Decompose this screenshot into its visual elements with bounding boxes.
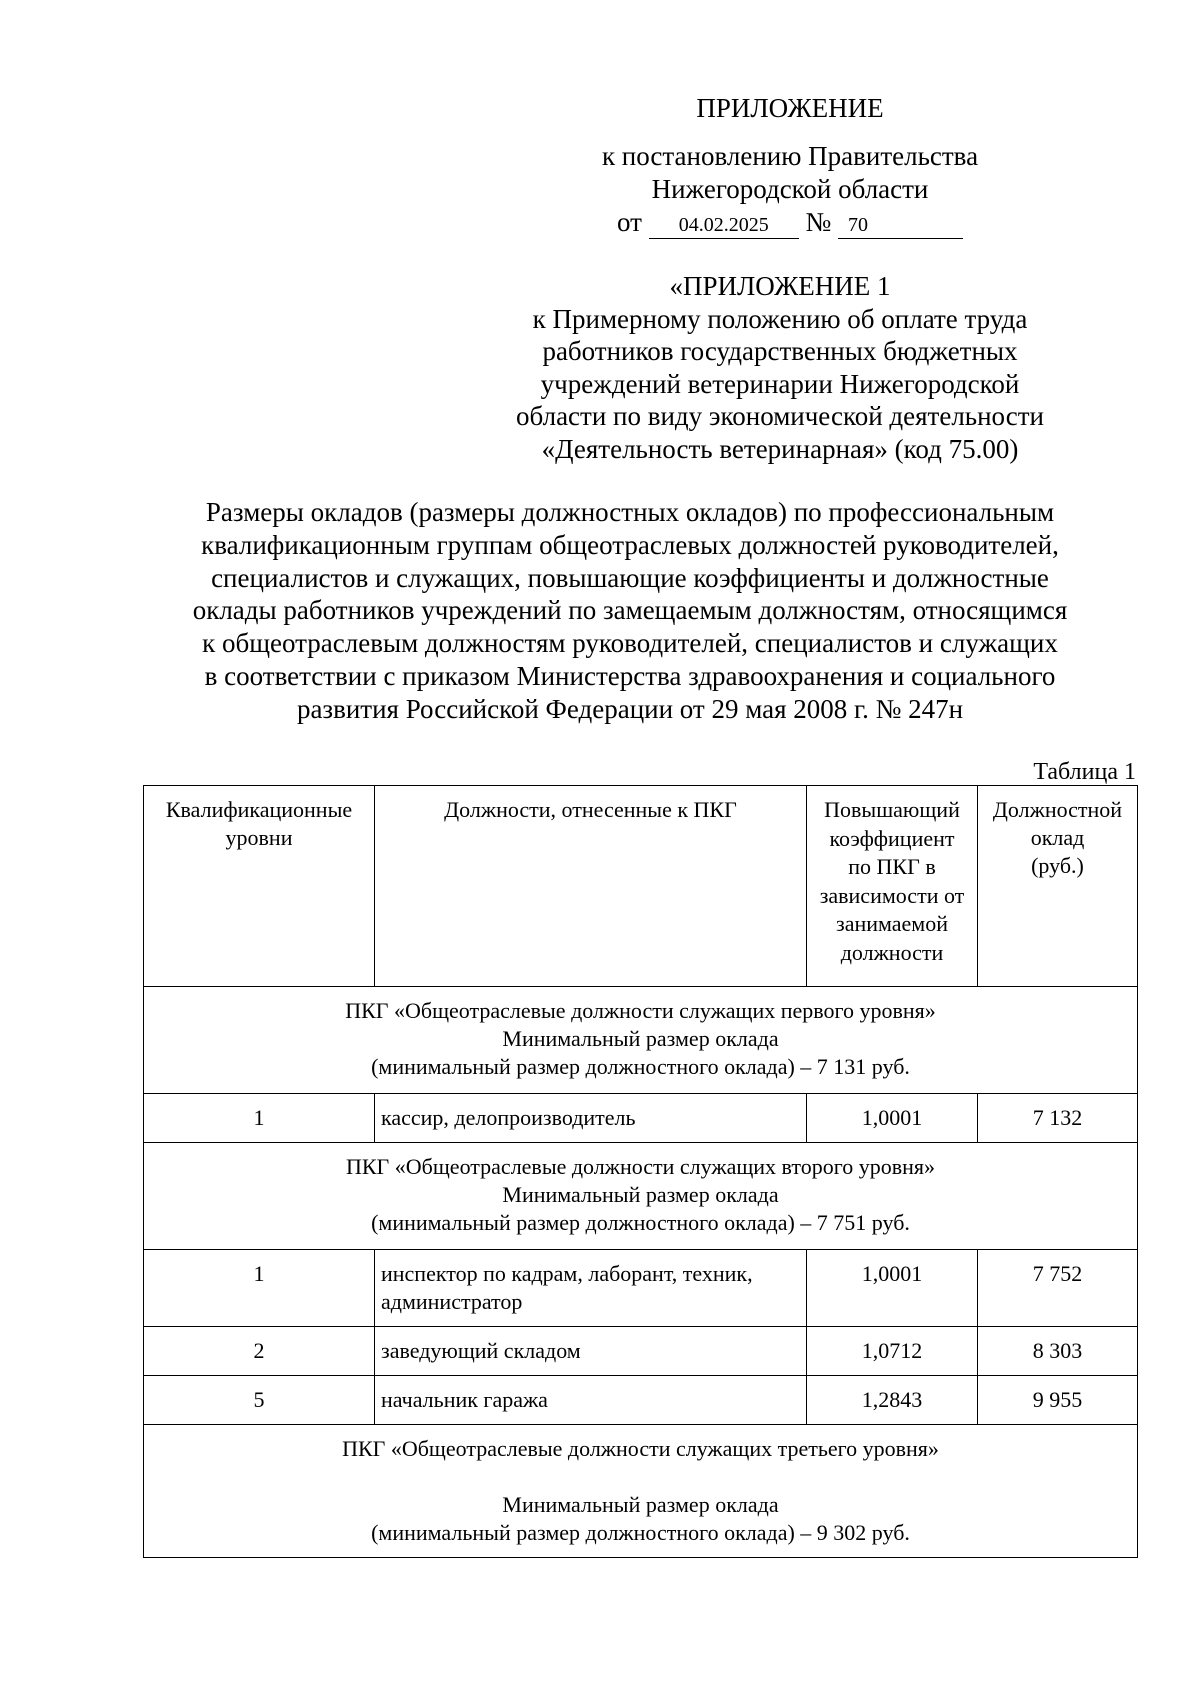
- decree-date: 04.02.2025: [649, 212, 799, 239]
- cell-level: 2: [144, 1327, 375, 1376]
- cell-positions: начальник гаража: [375, 1376, 807, 1425]
- salary-table: [143, 785, 1138, 1558]
- table-label: Таблица 1: [1033, 759, 1136, 785]
- group-row-level-1: [144, 987, 1138, 1094]
- heading-line: в соответствии с приказом Министерства здравоохранения и социального: [204, 660, 1056, 691]
- cell-salary: 7 132: [978, 1094, 1138, 1143]
- cell-level: 1: [144, 1250, 375, 1327]
- appendix-1-line: области по виду экономической деятельности: [516, 401, 1044, 432]
- group-min-line-1: Минимальный размер оклада: [502, 1026, 779, 1051]
- decree-date-line: [560, 206, 1020, 239]
- group-min-line-1: Минимальный размер оклада: [502, 1492, 779, 1517]
- cell-positions: кассир, делопроизводитель: [375, 1094, 807, 1143]
- cell-level: 5: [144, 1376, 375, 1425]
- cell-salary: 8 303: [978, 1327, 1138, 1376]
- cell-positions: заведующий складом: [375, 1327, 807, 1376]
- decree-number: 70: [838, 212, 963, 239]
- heading-line: развития Российской Федерации от 29 мая 2008 г. № 247н: [296, 693, 964, 724]
- number-sign: №: [805, 207, 832, 237]
- header-salary: Должностной оклад (руб.): [978, 786, 1138, 987]
- cell-coefficient: 1,2843: [807, 1376, 978, 1425]
- group-cell: [144, 1425, 1138, 1558]
- header-coefficient: Повышающий коэффициент по ПКГ в зависимости от занимаемой должности: [807, 786, 978, 987]
- date-prefix: от: [617, 207, 642, 237]
- table-row: [144, 1250, 1138, 1327]
- appendix-title: [620, 92, 960, 124]
- group-spacer: [150, 1463, 1131, 1491]
- heading-line: специалистов и служащих, повышающие коэффициенты и должностные: [211, 562, 1049, 593]
- heading-line: квалификационным группам общеотраслевых должностей руководителей,: [201, 529, 1059, 560]
- appendix-1-line: работников государственных бюджетных: [542, 336, 1018, 367]
- appendix-1-line: «ПРИЛОЖЕНИЕ 1: [669, 271, 891, 301]
- decree-reference: [560, 140, 1020, 206]
- appendix-title-text: ПРИЛОЖЕНИЕ: [696, 93, 884, 123]
- appendix-1-line: к Примерному положению об оплате труда: [532, 303, 1028, 334]
- group-min-line-2: (минимальный размер должностного оклада) – 7 751 руб.: [371, 1210, 910, 1235]
- cell-level: 1: [144, 1094, 375, 1143]
- appendix-1-line: «Деятельность ветеринарная» (код 75.00): [541, 433, 1019, 464]
- group-min-line-2: (минимальный размер должностного оклада) – 7 131 руб.: [371, 1054, 910, 1079]
- cell-salary: 7 752: [978, 1250, 1138, 1327]
- table-row: [144, 1094, 1138, 1143]
- cell-positions: инспектор по кадрам, лаборант, техник, администратор: [375, 1250, 807, 1327]
- table-row: [144, 1327, 1138, 1376]
- cell-coefficient: 1,0712: [807, 1327, 978, 1376]
- document-heading: [150, 496, 1110, 726]
- group-min-line-2: (минимальный размер должностного оклада) – 9 302 руб.: [371, 1520, 910, 1545]
- group-title: ПКГ «Общеотраслевые должности служащих второго уровня»: [346, 1154, 935, 1179]
- header-positions: Должности, отнесенные к ПКГ: [375, 786, 807, 987]
- table-header-row: [144, 786, 1138, 987]
- decree-ref-line-2: Нижегородской области: [651, 174, 929, 204]
- heading-line: Размеры окладов (размеры должностных окладов) по профессиональным: [205, 497, 1055, 527]
- heading-line: оклады работников учреждений по замещаемым должностям, относящимся: [192, 595, 1068, 626]
- group-min-line-1: Минимальный размер оклада: [502, 1182, 779, 1207]
- appendix-1-line: учреждений ветеринарии Нижегородской: [540, 368, 1020, 399]
- appendix-1-reference: [480, 270, 1080, 466]
- decree-ref-line-1: к постановлению Правительства: [601, 141, 979, 171]
- table-row: [144, 1376, 1138, 1425]
- cell-coefficient: 1,0001: [807, 1250, 978, 1327]
- group-row-level-2: [144, 1143, 1138, 1250]
- group-title: ПКГ «Общеотраслевые должности служащих третьего уровня»: [342, 1436, 939, 1461]
- cell-salary: 9 955: [978, 1376, 1138, 1425]
- header-qualification-levels: Квалификационные уровни: [144, 786, 375, 987]
- group-cell: [144, 987, 1138, 1094]
- cell-coefficient: 1,0001: [807, 1094, 978, 1143]
- heading-line: к общеотраслевым должностям руководителей, специалистов и служащих: [202, 628, 1058, 659]
- group-title: ПКГ «Общеотраслевые должности служащих первого уровня»: [345, 998, 936, 1023]
- group-cell: [144, 1143, 1138, 1250]
- group-row-level-3: [144, 1425, 1138, 1558]
